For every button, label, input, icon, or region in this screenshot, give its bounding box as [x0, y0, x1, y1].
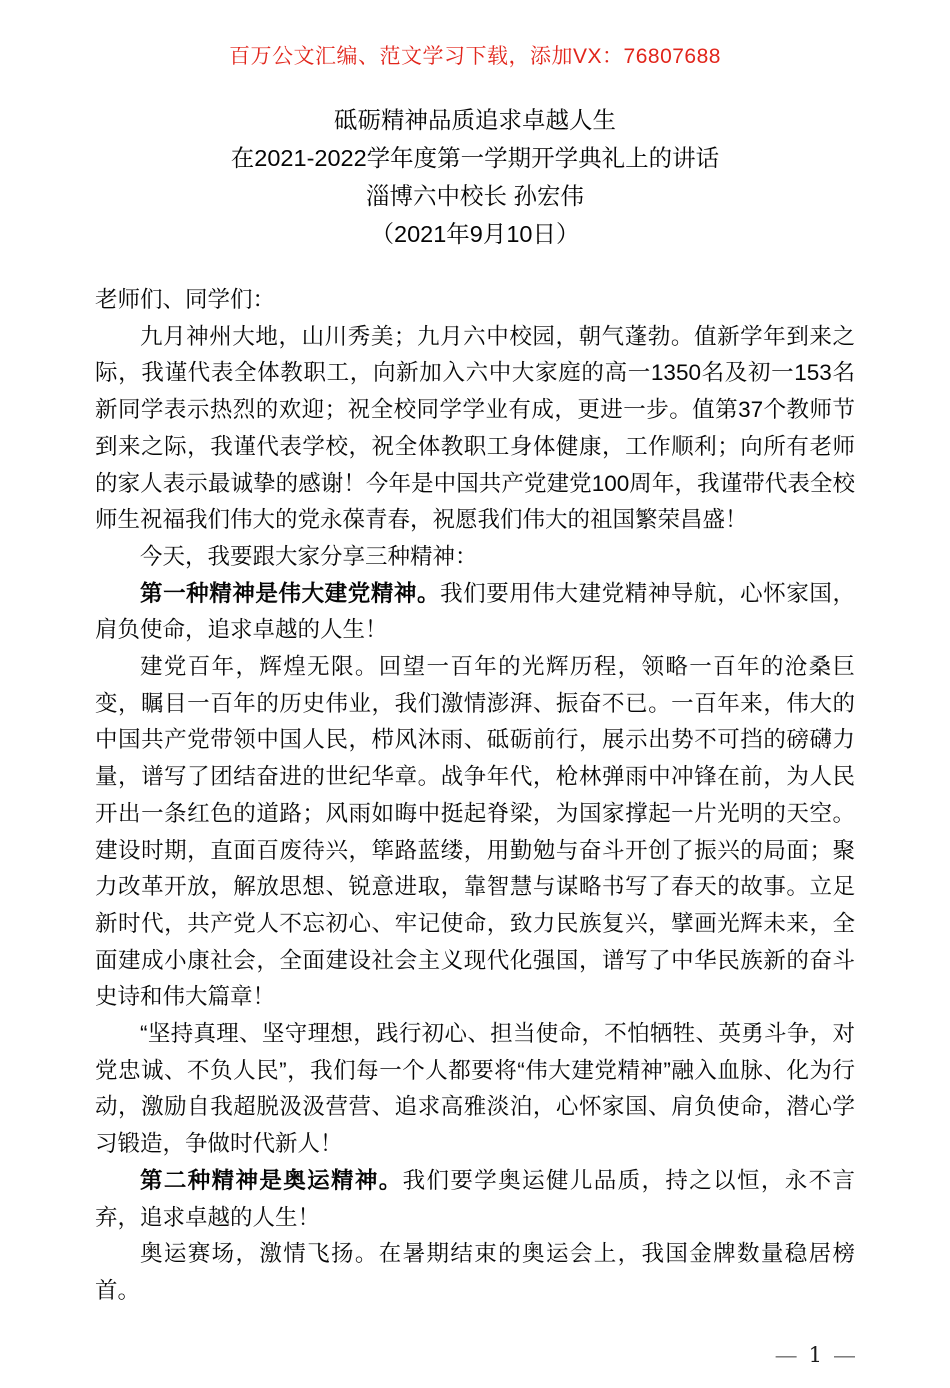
- page-number: 1: [808, 1343, 822, 1367]
- page-number-left-dash: —: [775, 1344, 797, 1367]
- document-date: （2021年9月10日）: [370, 221, 580, 247]
- paragraph: 第二种精神是奥运精神。我们要学奥运健儿品质，持之以恒，永不言弃，追求卓越的人生！: [95, 1167, 855, 1230]
- paragraph: 老师们、同学们：: [95, 287, 276, 312]
- page-number-right-dash: —: [834, 1344, 855, 1367]
- paragraph: 九月神州大地，山川秀美；九月六中校园，朝气蓬勃。值新学年到来之际，我谨代表全体教职工，向新加入六中大家庭的高一1350名及初一153名新同学表示热烈的欢迎；祝全校同学学业有成，更进一步。值第37个教师节到来之际，我谨代表学校，祝全体教职工身体健康，工作顺利；向所有老师的家人表示最诚挚的感谢！今年是中国共产党建党100周年，我谨带代表全校师生祝福我们伟大的党永葆青春，祝愿我们伟大的祖国繁荣昌盛！: [95, 323, 855, 533]
- document-body: [95, 282, 855, 1310]
- paragraph: 第一种精神是伟大建党精神。我们要用伟大建党精神导航，心怀家国，肩负使命，追求卓越的人生！: [95, 580, 855, 643]
- paragraph: 今天，我要跟大家分享三种精神：: [140, 543, 478, 569]
- paragraph: 建党百年，辉煌无限。回望一百年的光辉历程，领略一百年的沧桑巨变，瞩目一百年的历史伟业，我们激情澎湃、振奋不已。一百年来，伟大的中国共产党带领中国人民，栉风沐雨、砥砺前行，展示出势不可挡的磅礴力量，谱写了团结奋进的世纪华章。战争年代，枪林弹雨中冲锋在前，为人民开出一条红色的道路；风雨如晦中挺起脊梁，为国家撑起一片光明的天空。建设时期，直面百废待兴，筚路蓝缕，用勤勉与奋斗开创了振兴的局面；聚力改革开放，解放思想、锐意进取，靠智慧与谋略书写了春天的故事。立足新时代，共产党人不忘初心、牢记使命，致力民族复兴，擘画光辉未来，全面建成小康社会，全面建设社会主义现代化强国，谱写了中华民族新的奋斗史诗和伟大篇章！: [95, 654, 855, 1010]
- document-author: 淄博六中校长 孙宏伟: [365, 183, 585, 209]
- document-subtitle: 在2021-2022学年度第一学期开学典礼上的讲话: [230, 145, 720, 171]
- document-title: 砥砺精神品质追求卓越人生: [334, 107, 616, 133]
- paragraph: “坚持真理、坚守理想，践行初心、担当使命，不怕牺牲、英勇斗争，对党忠诚、不负人民”，我们每一个人都要将“伟大建党精神”融入血脉、化为行动，激励自我超脱汲汲营营、追求高雅淡泊，心怀家国、肩负使命，潜心学习锻造，争做时代新人！: [95, 1021, 855, 1157]
- watermark-banner: 百万公文汇编、范文学习下载，添加VX：76807688: [229, 45, 721, 68]
- page-number-footer: [776, 1343, 855, 1368]
- document-header: [0, 101, 950, 253]
- paragraph-lead-bold: 第二种精神是奥运精神。: [140, 1167, 403, 1193]
- paragraph-lead-bold: 第一种精神是伟大建党精神。: [140, 580, 441, 606]
- paragraph: 奥运赛场，激情飞扬。在暑期结束的奥运会上，我国金牌数量稳居榜首。: [95, 1241, 855, 1303]
